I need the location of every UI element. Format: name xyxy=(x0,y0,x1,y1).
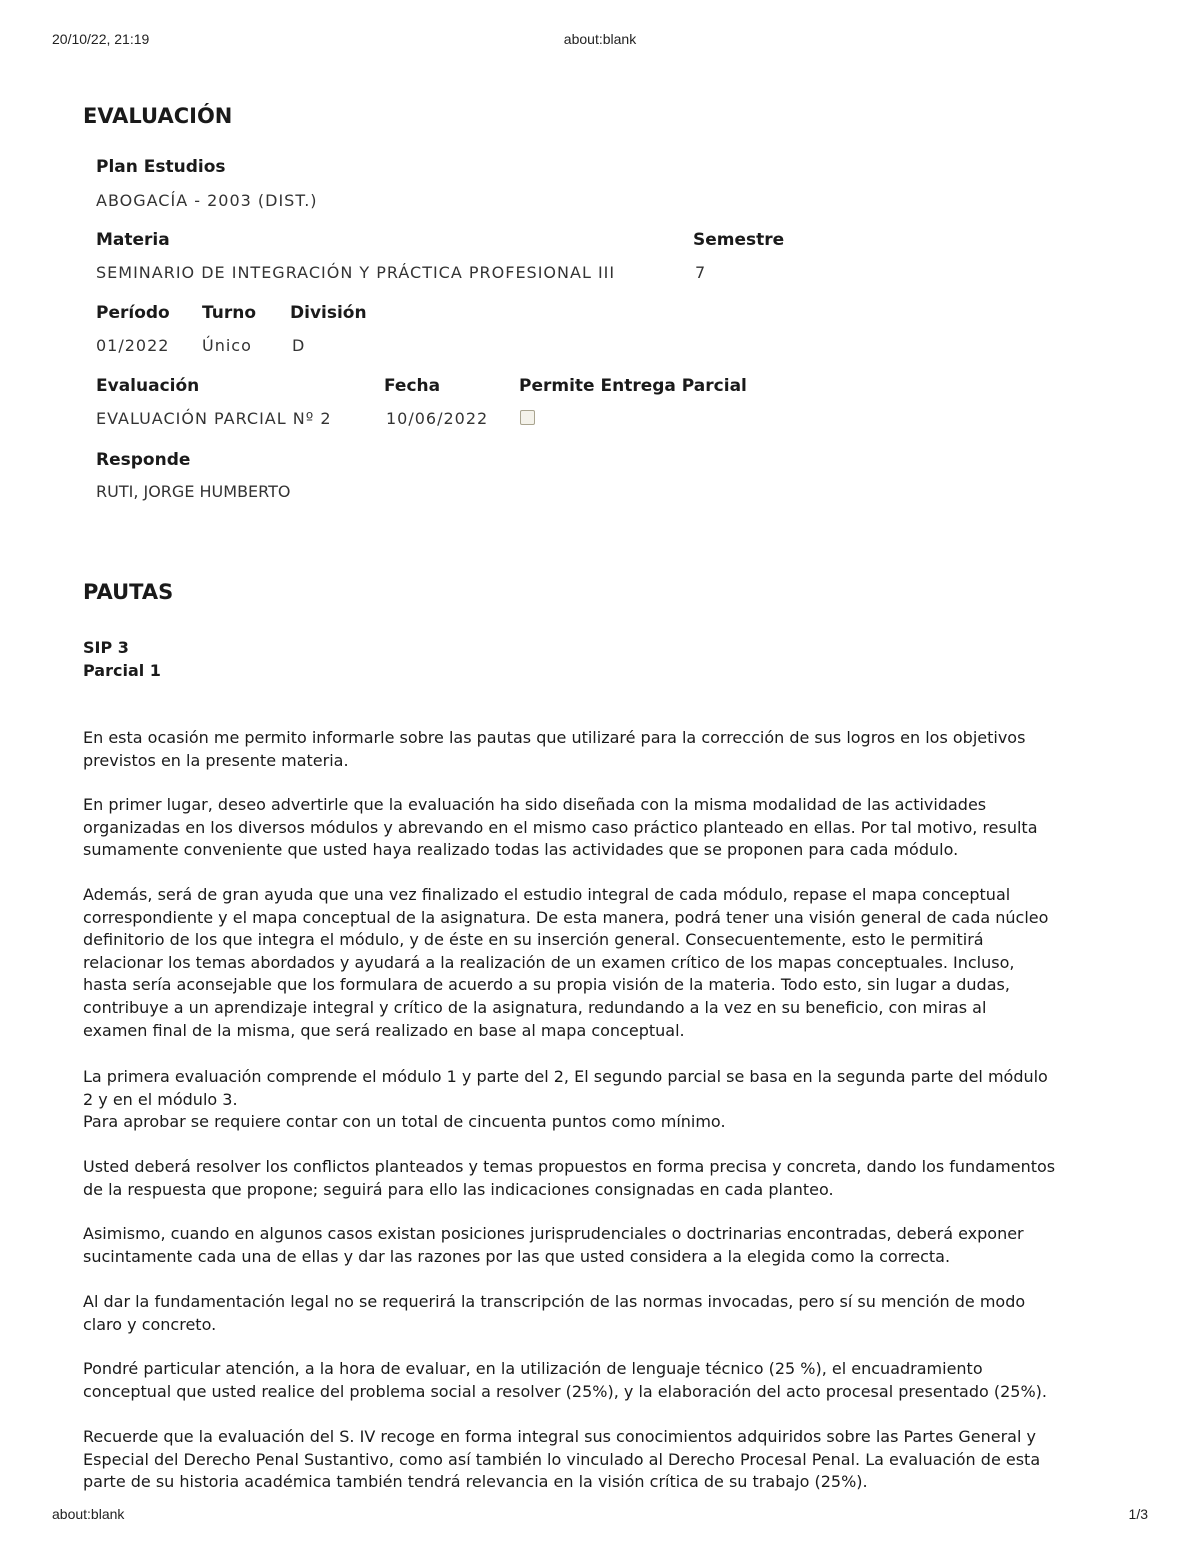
print-footer-url: about:blank xyxy=(52,1506,125,1522)
materia-label: Materia xyxy=(96,230,170,250)
pautas-paragraph: Asimismo, cuando en algunos casos existan posiciones jurisprudenciales o doctrinarias encontradas, deberá exponer sucintamente cada una de ellas y dar las razones por las que usted considera a la elegida como la correcta. xyxy=(83,1224,1024,1266)
turno-label: Turno xyxy=(202,303,256,323)
pautas-paragraph: Usted deberá resolver los conflictos planteados y temas propuestos en forma precisa y concreta, dando los fundamentos de la respuesta que propone; seguirá para ello las indicaciones consignadas en cada planteo. xyxy=(83,1157,1056,1199)
pautas-subtitle-parcial: Parcial 1 xyxy=(83,661,161,680)
permite-entrega-parcial-label: Permite Entrega Parcial xyxy=(519,376,747,396)
pautas-paragraph: Además, será de gran ayuda que una vez finalizado el estudio integral de cada módulo, repase el mapa conceptual correspondiente y el mapa conceptual de la asignatura. De esta manera, podrá tener una visión general de cada núcleo definitorio de los que integra el módulo, y de éste en su inserción general. Consecuentemente, esto le permitirá relacionar los temas abordados y ayudará a la realización de un examen crítico de los mapas conceptuales. Incluso, hasta sería aconsejable que los formulara de acuerdo a su propia visión de la materia. Todo esto, sin lugar a dudas, contribuye a un aprendizaje integral y crítico de la asignatura, redundando a la vez en su beneficio, con miras al examen final de la misma, que será realizado en base al mapa conceptual. xyxy=(83,885,1049,1040)
materia-value: SEMINARIO DE INTEGRACIÓN Y PRÁCTICA PROFESIONAL III xyxy=(96,263,616,282)
print-footer-page-number: 1/3 xyxy=(1128,1506,1148,1522)
division-label: División xyxy=(290,303,367,323)
fecha-label: Fecha xyxy=(384,376,441,396)
pautas-paragraph: En primer lugar, deseo advertirle que la evaluación ha sido diseñada con la misma modalidad de las actividades organizadas en los diversos módulos y abrevando en el mismo caso práctico planteado en ellas. Por tal motivo, resulta sumamente conveniente que usted haya realizado todas las actividades que se proponen para cada módulo. xyxy=(83,795,1038,860)
plan-estudios-label: Plan Estudios xyxy=(96,157,226,177)
fecha-value: 10/06/2022 xyxy=(386,409,489,428)
evaluacion-title: EVALUACIÓN xyxy=(83,104,233,128)
semestre-value: 7 xyxy=(695,263,707,282)
print-header-url: about:blank xyxy=(563,31,637,47)
pautas-paragraph: En esta ocasión me permito informarle sobre las pautas que utilizaré para la corrección de sus logros en los objetivos previstos en la presente materia. xyxy=(83,728,1026,770)
evaluacion-field-label: Evaluación xyxy=(96,376,200,396)
pautas-subtitle-sip: SIP 3 xyxy=(83,638,129,657)
periodo-label: Período xyxy=(96,303,170,323)
semestre-label: Semestre xyxy=(693,230,785,250)
turno-value: Único xyxy=(202,336,252,355)
plan-estudios-value: ABOGACÍA - 2003 (DIST.) xyxy=(96,191,318,210)
evaluacion-field-value: EVALUACIÓN PARCIAL Nº 2 xyxy=(96,409,332,428)
pautas-paragraph: Recuerde que la evaluación del S. IV recoge en forma integral sus conocimientos adquiridos sobre las Partes General y Especial del Derecho Penal Sustantivo, como así también lo vinculado al Derecho Procesal Penal. La evaluación de esta parte de su historia académica también tendrá relevancia en la visión crítica de su trabajo (25%). xyxy=(83,1427,1041,1492)
pautas-paragraph: La primera evaluación comprende el módulo 1 y parte del 2, El segundo parcial se basa en la segunda parte del módulo 2 y en el módulo 3. Para aprobar se requiere contar con un total de cincuenta puntos como mínimo. xyxy=(83,1067,1048,1132)
pautas-title: PAUTAS xyxy=(83,580,174,604)
pautas-paragraph: Al dar la fundamentación legal no se requerirá la transcripción de las normas invocadas, pero sí su mención de modo claro y concreto. xyxy=(83,1292,1026,1334)
permite-entrega-parcial-checkbox[interactable] xyxy=(520,410,535,425)
responde-value: RUTI, JORGE HUMBERTO xyxy=(96,482,291,501)
print-header-datetime: 20/10/22, 21:19 xyxy=(52,31,150,47)
responde-label: Responde xyxy=(96,450,191,470)
division-value: D xyxy=(292,336,306,355)
pautas-paragraph: Pondré particular atención, a la hora de evaluar, en la utilización de lenguaje técnico (25 %), el encuadramiento conceptual que usted realice del problema social a resolver (25%), y la elaboración del acto procesal presentado (25%). xyxy=(83,1359,1048,1401)
periodo-value: 01/2022 xyxy=(96,336,170,355)
